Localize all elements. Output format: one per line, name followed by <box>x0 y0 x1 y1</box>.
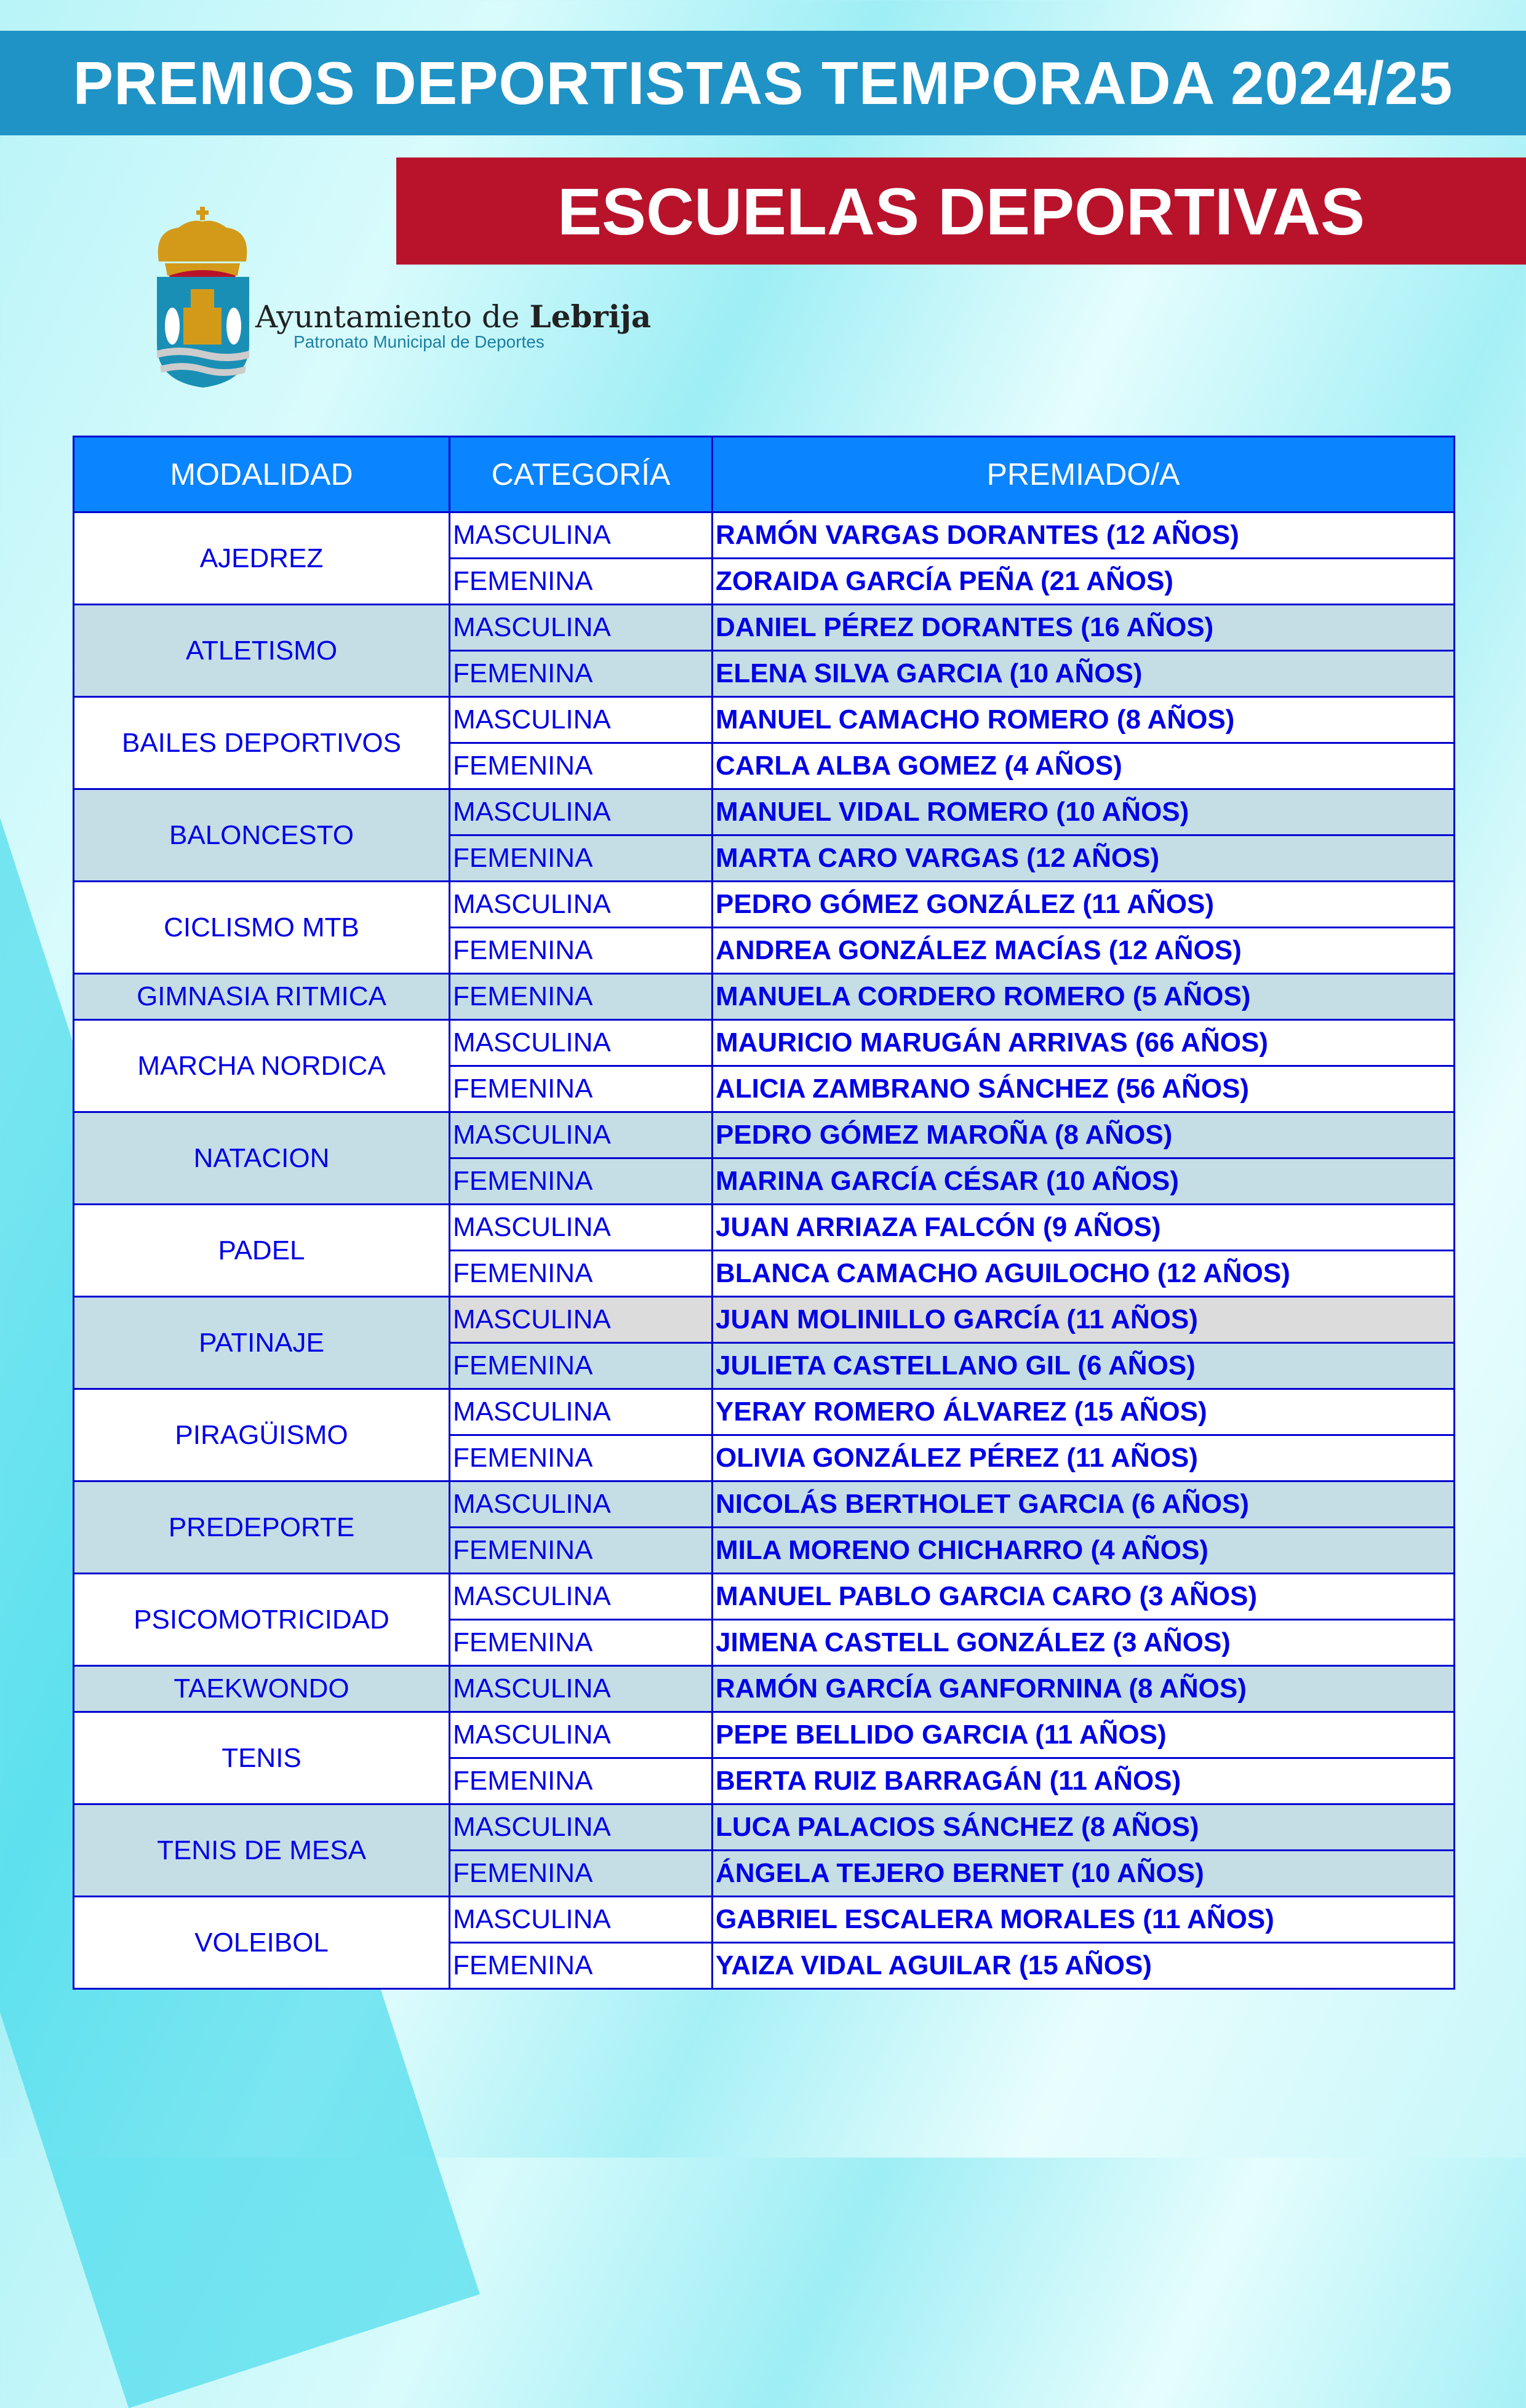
table-row <box>74 1712 1455 1758</box>
categoria-cell: MASCULINA <box>450 882 713 928</box>
table-row <box>74 789 1455 835</box>
premiado-cell: PEDRO GÓMEZ MAROÑA (8 AÑOS) <box>713 1112 1455 1158</box>
categoria-cell: FEMENINA <box>450 835 713 882</box>
logo-subtext: Patronato Municipal de Deportes <box>294 332 545 351</box>
categoria-cell: MASCULINA <box>450 1897 713 1943</box>
premiado-cell: YAIZA VIDAL AGUILAR (15 AÑOS) <box>713 1943 1455 1989</box>
categoria-cell: FEMENINA <box>450 743 713 789</box>
premiado-cell: ELENA SILVA GARCIA (10 AÑOS) <box>713 651 1455 697</box>
categoria-cell: FEMENINA <box>450 974 713 1020</box>
categoria-cell: MASCULINA <box>450 512 713 559</box>
categoria-cell: MASCULINA <box>450 1205 713 1251</box>
premiado-cell: MANUELA CORDERO ROMERO (5 AÑOS) <box>713 974 1455 1020</box>
page-title: PREMIOS DEPORTISTAS TEMPORADA 2024/25 <box>0 31 1526 135</box>
categoria-cell: FEMENINA <box>450 1851 713 1897</box>
coat-of-arms-logo <box>154 203 621 388</box>
premiado-cell: YERAY ROMERO ÁLVAREZ (15 AÑOS) <box>713 1389 1455 1435</box>
categoria-cell: MASCULINA <box>450 1804 713 1851</box>
premiado-cell: ZORAIDA GARCÍA PEÑA (21 AÑOS) <box>713 559 1455 605</box>
modalidad-cell: NATACION <box>74 1112 450 1205</box>
premiado-cell: JUAN ARRIAZA FALCÓN (9 AÑOS) <box>713 1205 1455 1251</box>
categoria-cell: MASCULINA <box>450 1020 713 1066</box>
table-row <box>74 1112 1455 1158</box>
table-row <box>74 1205 1455 1251</box>
premiado-cell: DANIEL PÉREZ DORANTES (16 AÑOS) <box>713 605 1455 651</box>
logo-text <box>255 298 651 352</box>
premiado-cell: PEDRO GÓMEZ GONZÁLEZ (11 AÑOS) <box>713 882 1455 928</box>
categoria-cell: MASCULINA <box>450 1574 713 1620</box>
categoria-cell: MASCULINA <box>450 697 713 743</box>
header-premiado: PREMIADO/A <box>713 437 1455 512</box>
shield-icon <box>157 277 249 388</box>
categoria-cell: FEMENINA <box>450 1943 713 1989</box>
categoria-cell: MASCULINA <box>450 1112 713 1158</box>
modalidad-cell: PATINAJE <box>74 1297 450 1389</box>
categoria-cell: FEMENINA <box>450 1435 713 1481</box>
modalidad-cell: TENIS <box>74 1712 450 1804</box>
categoria-cell: FEMENINA <box>450 1251 713 1297</box>
categoria-cell: FEMENINA <box>450 1343 713 1389</box>
header-categoria: CATEGORÍA <box>450 437 713 512</box>
table-row <box>74 1666 1455 1712</box>
premiado-cell: LUCA PALACIOS SÁNCHEZ (8 AÑOS) <box>713 1804 1455 1851</box>
modalidad-cell: GIMNASIA RITMICA <box>74 974 450 1020</box>
premiado-cell: MILA MORENO CHICHARRO (4 AÑOS) <box>713 1528 1455 1574</box>
categoria-cell: FEMENINA <box>450 1158 713 1205</box>
table-header <box>74 437 1455 512</box>
categoria-cell: FEMENINA <box>450 1528 713 1574</box>
modalidad-cell: BAILES DEPORTIVOS <box>74 697 450 789</box>
modalidad-cell: ATLETISMO <box>74 605 450 697</box>
categoria-cell: MASCULINA <box>450 605 713 651</box>
table-row <box>74 1897 1455 1943</box>
categoria-cell: FEMENINA <box>450 651 713 697</box>
premiado-cell: NICOLÁS BERTHOLET GARCIA (6 AÑOS) <box>713 1481 1455 1528</box>
modalidad-cell: CICLISMO MTB <box>74 882 450 974</box>
premiado-cell: RAMÓN VARGAS DORANTES (12 AÑOS) <box>713 512 1455 559</box>
table-body <box>74 512 1455 1989</box>
categoria-cell: MASCULINA <box>450 1666 713 1712</box>
header-modalidad: MODALIDAD <box>74 437 450 512</box>
premiado-cell: GABRIEL ESCALERA MORALES (11 AÑOS) <box>713 1897 1455 1943</box>
premiado-cell: OLIVIA GONZÁLEZ PÉREZ (11 AÑOS) <box>713 1435 1455 1481</box>
table-row <box>74 697 1455 743</box>
premiado-cell: MAURICIO MARUGÁN ARRIVAS (66 AÑOS) <box>713 1020 1455 1066</box>
premiado-cell: PEPE BELLIDO GARCIA (11 AÑOS) <box>713 1712 1455 1758</box>
table-row <box>74 1481 1455 1528</box>
premiado-cell: JUAN MOLINILLO GARCÍA (11 AÑOS) <box>713 1297 1455 1343</box>
premiado-cell: ALICIA ZAMBRANO SÁNCHEZ (56 AÑOS) <box>713 1066 1455 1112</box>
modalidad-cell: MARCHA NORDICA <box>74 1020 450 1112</box>
premiado-cell: MANUEL CAMACHO ROMERO (8 AÑOS) <box>713 697 1455 743</box>
crown-icon <box>158 207 247 282</box>
premiado-cell: ANDREA GONZÁLEZ MACÍAS (12 AÑOS) <box>713 928 1455 974</box>
table-row <box>74 882 1455 928</box>
premiado-cell: BLANCA CAMACHO AGUILOCHO (12 AÑOS) <box>713 1251 1455 1297</box>
modalidad-cell: PADEL <box>74 1205 450 1297</box>
table-row <box>74 1020 1455 1066</box>
table-row <box>74 512 1455 559</box>
premiado-cell: MARTA CARO VARGAS (12 AÑOS) <box>713 835 1455 882</box>
categoria-cell: FEMENINA <box>450 1758 713 1804</box>
table-row <box>74 1389 1455 1435</box>
modalidad-cell: PREDEPORTE <box>74 1481 450 1574</box>
categoria-cell: MASCULINA <box>450 1389 713 1435</box>
categoria-cell: FEMENINA <box>450 1066 713 1112</box>
premiado-cell: MANUEL VIDAL ROMERO (10 AÑOS) <box>713 789 1455 835</box>
premiado-cell: JULIETA CASTELLANO GIL (6 AÑOS) <box>713 1343 1455 1389</box>
table-row <box>74 1804 1455 1851</box>
categoria-cell: MASCULINA <box>450 1481 713 1528</box>
premiado-cell: ÁNGELA TEJERO BERNET (10 AÑOS) <box>713 1851 1455 1897</box>
modalidad-cell: PSICOMOTRICIDAD <box>74 1574 450 1666</box>
premiado-cell: JIMENA CASTELL GONZÁLEZ (3 AÑOS) <box>713 1620 1455 1666</box>
table-row <box>74 605 1455 651</box>
awards-table <box>73 436 1455 1990</box>
modalidad-cell: TENIS DE MESA <box>74 1804 450 1897</box>
categoria-cell: FEMENINA <box>450 1620 713 1666</box>
modalidad-cell: AJEDREZ <box>74 512 450 605</box>
table-row <box>74 1574 1455 1620</box>
categoria-cell: FEMENINA <box>450 928 713 974</box>
modalidad-cell: PIRAGÜISMO <box>74 1389 450 1481</box>
premiado-cell: MARINA GARCÍA CÉSAR (10 AÑOS) <box>713 1158 1455 1205</box>
premiado-cell: BERTA RUIZ BARRAGÁN (11 AÑOS) <box>713 1758 1455 1804</box>
premiado-cell: CARLA ALBA GOMEZ (4 AÑOS) <box>713 743 1455 789</box>
table-row <box>74 974 1455 1020</box>
categoria-cell: MASCULINA <box>450 1712 713 1758</box>
premiado-cell: MANUEL PABLO GARCIA CARO (3 AÑOS) <box>713 1574 1455 1620</box>
modalidad-cell: VOLEIBOL <box>74 1897 450 1989</box>
page-subtitle: ESCUELAS DEPORTIVAS <box>396 157 1526 265</box>
categoria-cell: MASCULINA <box>450 789 713 835</box>
categoria-cell: FEMENINA <box>450 559 713 605</box>
premiado-cell: RAMÓN GARCÍA GANFORNINA (8 AÑOS) <box>713 1666 1455 1712</box>
logo-main-text: Ayuntamiento de <box>255 299 530 335</box>
modalidad-cell: BALONCESTO <box>74 789 450 882</box>
table-row <box>74 1297 1455 1343</box>
logo-city-text: Lebrija <box>529 298 652 335</box>
modalidad-cell: TAEKWONDO <box>74 1666 450 1712</box>
categoria-cell: MASCULINA <box>450 1297 713 1343</box>
